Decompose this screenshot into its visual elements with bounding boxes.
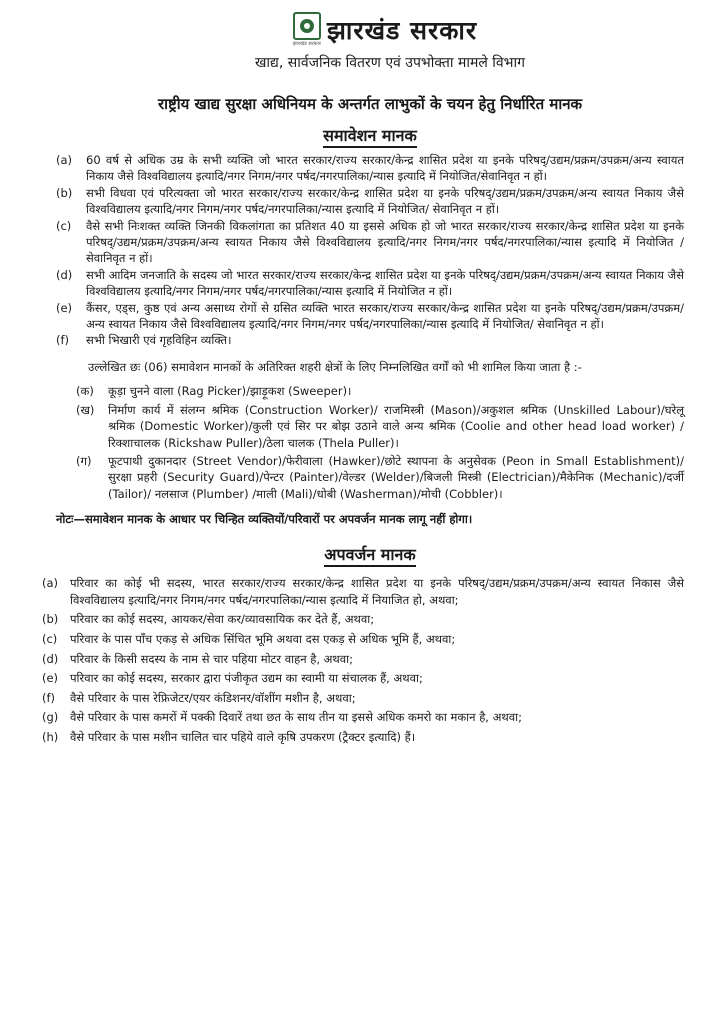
list-item — [42, 631, 684, 648]
item-text: कूड़ा चुनने वाला (Rag Picker)/झाड़ूकश (Sweeper)। — [108, 384, 352, 399]
item-label: (h) — [42, 729, 59, 744]
government-title: झारखंड सरकार — [326, 15, 478, 45]
item-label: (f) — [56, 333, 70, 348]
item-text: सभी भिखारी एवं गृहविहिन व्यक्ति। — [86, 333, 232, 348]
department-name: खाद्य, सार्वजनिक वितरण एवं उपभोक्ता मामले विभाग — [254, 55, 526, 71]
item-text: परिवार का कोई भी सदस्य, भारत सरकार/राज्य सरकार/केन्द्र शासित प्रदेश या इनके परिषद्/उद्यम/प्रक्रम/उपक्रम/अन्य स्वायत निकास जैसे विश्वविद्यालय इत्यादि/नगर निगम/नगर पर्षद/नगरपालिका/न्यास इत्यादि में नियाजित हो, अथवा; — [70, 576, 684, 607]
list-item — [76, 453, 684, 502]
exclusion-heading: अपवर्जन मानक — [56, 543, 684, 565]
item-label: (f) — [42, 690, 56, 705]
item-label: (क) — [76, 384, 94, 399]
item-text: परिवार के पास पाँच एकड़ से अधिक सिंचित भूमि अथवा दस एकड़ से अधिक भूमि हैं, अथवा; — [70, 631, 456, 646]
list-item — [42, 611, 684, 628]
urban-categories-list — [56, 383, 684, 502]
list-item — [42, 575, 684, 608]
item-label: (e) — [56, 300, 73, 315]
item-label: (a) — [56, 153, 73, 167]
urban-categories-paragraph: उल्लेखित छः (06) समावेशन मानकों के अतिरिक्त शहरी क्षेत्रों के लिए निम्नलिखित वर्गों को भी शामिल किया जाता है :- — [88, 359, 582, 374]
list-item — [56, 218, 684, 267]
list-item — [42, 690, 684, 707]
item-text: फूटपाथी दुकानदार (Street Vendor)/फेरीवाला (Hawker)/छोटे स्थापना के अनुसेवक (Peon in Small Establishment)/सुरक्षा प्रहरी (Security Guard)/पेन्टर (Painter)/वेल्डर (Welder)/बिजली मिस्त्री (Electrician)/मैकेनिक (Mechanic)/दर्जी (Tailor)/ नलसाज (Plumber) /माली (Mali)/धोबी (Washerman)/मोची (Cobbler)। — [108, 453, 684, 501]
item-label: (g) — [42, 710, 59, 725]
item-label: (d) — [42, 651, 59, 666]
item-label: (ग) — [76, 453, 92, 468]
list-item — [42, 709, 684, 726]
item-label: (d) — [56, 267, 73, 282]
item-text: परिवार के किसी सदस्य के नाम से चार पहिया मोटर वाहन है, अथवा; — [70, 651, 354, 666]
item-text: सभी आदिम जनजाति के सदस्य जो भारत सरकार/राज्य सरकार/केन्द्र शासित प्रदेश या इनके परिषद्/उद्यम/प्रक्रम/उपक्रम/अन्य स्वायत निकाय जैसे विश्वविद्यालय इत्यादि/नगर निगम/नगर पर्षद/नगरपालिका/न्यास इत्यादि में नियोजित न हों। — [86, 267, 684, 299]
jharkhand-emblem-icon — [293, 12, 321, 40]
list-item — [56, 185, 684, 218]
letterhead — [86, 12, 684, 47]
inclusion-heading: समावेशन मानक — [56, 124, 684, 146]
item-text: वैसे परिवार के पास कमरों में पक्की दिवारें तथा छत के साथ तीन या इससे अधिक कमरो का मकान है, अथवा; — [70, 710, 522, 725]
item-text: कैंसर, एड्स, कुष्ठ एवं अन्य असाध्य रोगों से ग्रसित व्यक्ति भारत सरकार/राज्य सरकार/केन्द्र शासित प्रदेश या इनके परिषद्/उद्यम/प्रक्रम/उपक्रम/अन्य स्वायत निकाय जैसे विश्वविद्यालय इत्यादि/नगर निगम/नगर पर्षद/नगरपालिका/न्यास इत्यादि में नियोजित/ सेवानिवृत न हों। — [86, 300, 684, 332]
item-text: परिवार का कोई सदस्य, सरकार द्वारा पंजीकृत उद्यम का स्वामी या संचालक हैं, अथवा; — [70, 671, 423, 686]
item-text: परिवार का कोई सदस्य, आयकर/सेवा कर/व्यावसायिक कर देते हैं, अथवा; — [70, 612, 375, 627]
list-item — [42, 670, 684, 687]
list-item — [76, 383, 684, 399]
item-label: (c) — [42, 631, 58, 646]
item-label: (a) — [42, 576, 59, 591]
inclusion-note: नोटः—समावेशन मानक के आधार पर चिन्हित व्यक्तियों/परिवारों पर अपवर्जन मानक लागू नहीं होगा। — [56, 512, 473, 527]
inclusion-list — [56, 152, 684, 349]
item-text: सभी विधवा एवं परित्यक्ता जो भारत सरकार/राज्य सरकार/केन्द्र शासित प्रदेश या इनके परिषद्/उद्यम/प्रक्रम/उपक्रम/अन्य स्वायत निकाय जैसे विश्वविद्यालय इत्यादि/नगर निगम/नगर पर्षद/नगरपालिका/न्यास इत्यादि में नियोजित/ सेवानिवृत न हों। — [86, 185, 684, 217]
item-label: (c) — [56, 218, 72, 233]
list-item — [56, 332, 684, 348]
list-item — [56, 267, 684, 300]
item-text: वैसे सभी निःशक्त व्यक्ति जिनकी विकलांगता का प्रतिशत 40 या इससे अधिक हो जो भारत सरकार/राज्य सरकार/केन्द्र शासित प्रदेश या इनके परिषद्/उद्यम/प्रक्रम/उपक्रम/अन्य स्वायत निकाय जैसे विश्वविद्यालय इत्यादि/नगर निगम/नगर पर्षद/नगरपालिका/न्यास इत्यादि में नियोजित / सेवानिवृत न हों। — [86, 218, 684, 266]
item-label: (e) — [42, 671, 59, 686]
document-title: राष्ट्रीय खाद्य सुरक्षा अधिनियम के अन्तर्गत लाभुकों के चयन हेतु निर्धारित मानक — [157, 95, 583, 113]
list-item — [42, 651, 684, 668]
list-item — [42, 729, 684, 746]
list-item — [56, 152, 684, 185]
item-text: 60 वर्ष से अधिक उम्र के सभी व्यक्ति जो भारत सरकार/राज्य सरकार/केन्द्र शासित प्रदेश या इनके परिषद्/उद्यम/प्रक्रम/उपक्रम/अन्य स्वायत निकाय जैसे विश्वविद्यालय इत्यादि/नगर निगम/नगर पर्षद/नगरपालिका/न्यास इत्यादि में नियोजित/सेवानिवृत न हों। — [86, 153, 684, 184]
item-text: निर्माण कार्य में संलग्न श्रमिक (Construction Worker)/ राजमिस्त्री (Mason)/अकुशल श्रमिक (Unskilled Labour)/घरेलू श्रमिक (Domestic Worker)/कुली एवं सिर पर बोझ उठाने वाले अन्य श्रमिक (Coolie and other head load worker) /रिक्शाचालक (Rickshaw Puller)/ठेला चालक (Thela Puller)। — [108, 402, 684, 450]
list-item — [76, 402, 684, 451]
item-label: (b) — [56, 185, 73, 200]
list-item — [56, 300, 684, 333]
exclusion-list — [42, 575, 684, 745]
item-text: वैसे परिवार के पास मशीन चालित चार पहिये वाले कृषि उपकरण (ट्रैक्टर इत्यादि) हैं। — [70, 729, 416, 744]
emblem-caption: झारखंड सरकार — [292, 41, 321, 47]
item-label: (ख) — [76, 402, 95, 417]
emblem-wrapper — [293, 12, 321, 47]
item-label: (b) — [42, 612, 59, 627]
item-text: वैसे परिवार के पास रेफ्रिजेटर/एयर कंडिशनर/वॉशींग मशीन है, अथवा; — [70, 690, 356, 705]
